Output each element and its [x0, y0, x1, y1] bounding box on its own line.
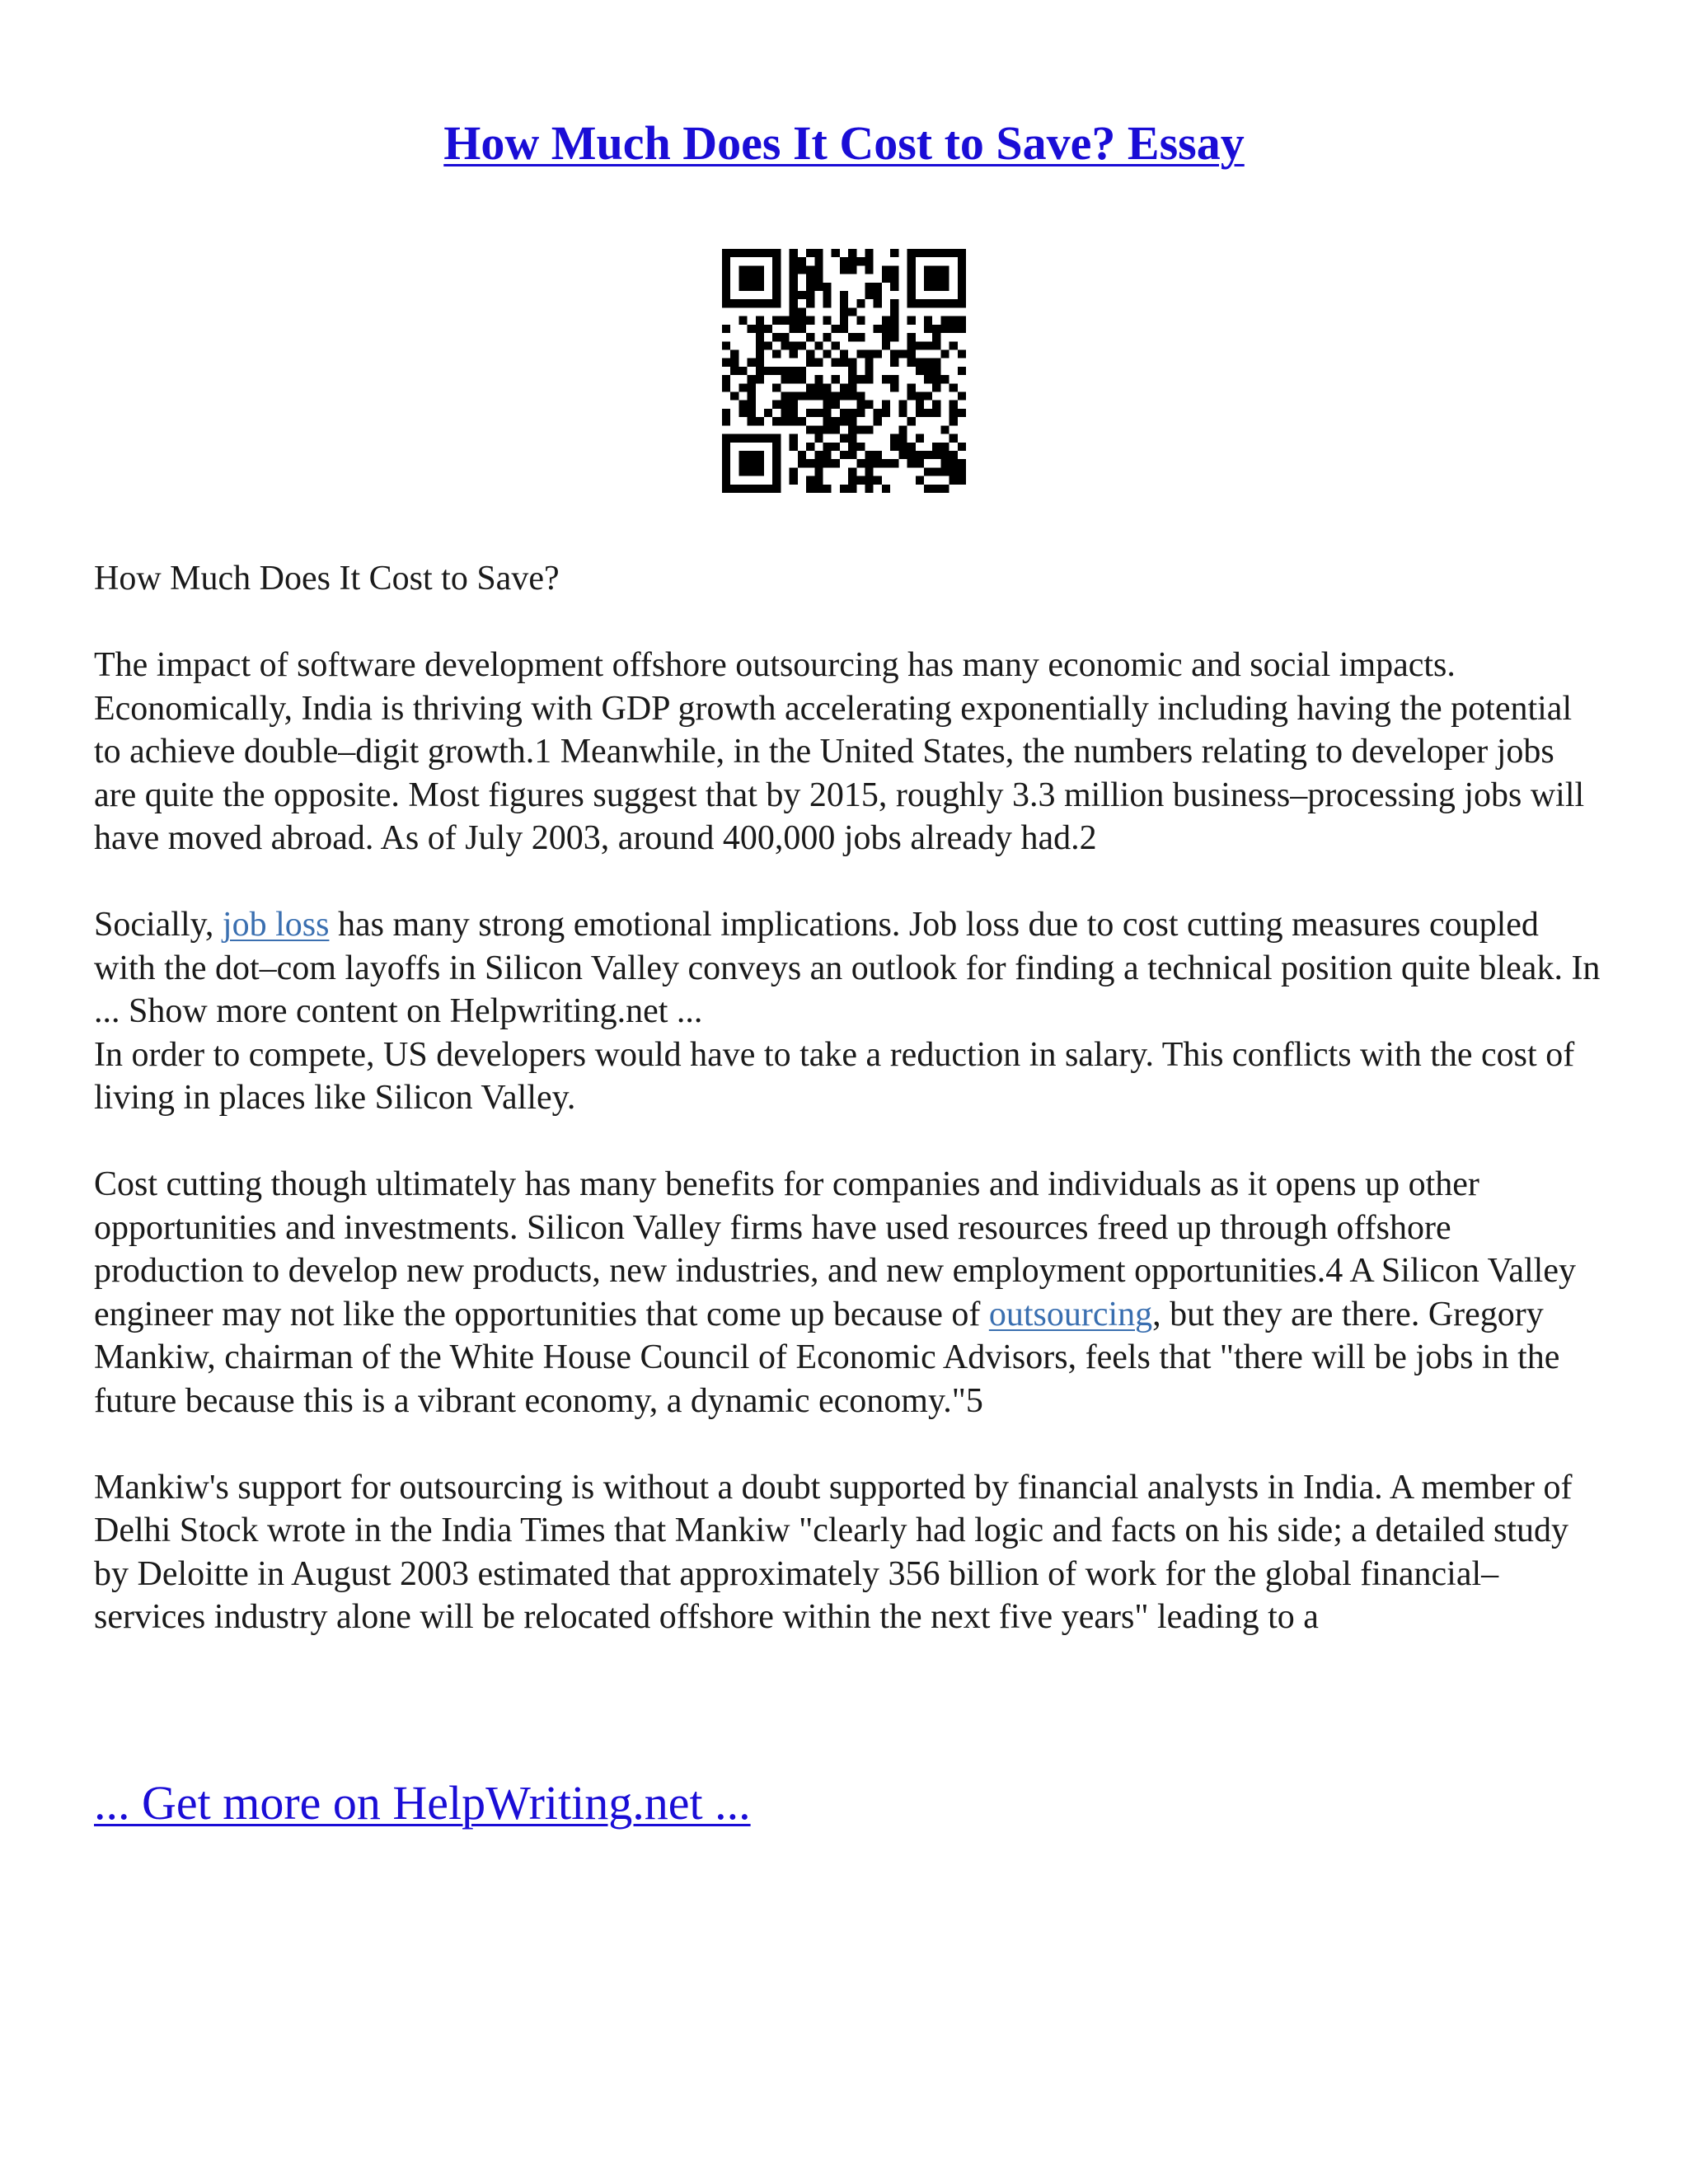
essay-body	[94, 557, 1602, 1639]
get-more-link[interactable]: ... Get more on HelpWriting.net ...	[94, 1776, 751, 1830]
page-title	[0, 114, 1688, 173]
essay-heading: How Much Does It Cost to Save?	[94, 560, 560, 598]
paragraph-text: Cost cutting though ultimately has many benefits for companies and individuals as it opens up other opportunities and investments. Silicon Valley firms have used resources freed up through offshore production to develop new products, new industries, and new employment opportunities.4 A Silicon Valley engineer may not like the opportunities that come up because of	[94, 1165, 1576, 1333]
paragraph-text: Socially,	[94, 906, 223, 944]
qr-code-icon	[722, 249, 966, 493]
paragraph-mankiw-support: Mankiw's support for outsourcing is without a doubt supported by financial analysts in India. A member of Delhi Stock wrote in the India Times that Mankiw "clearly had logic and facts on his side; a detailed study by Deloitte in August 2003 estimated that approximately 356 billion of work for the global financial–services industry alone will be relocated offshore within the next five years" leading to a	[94, 1468, 1573, 1636]
paragraph-text: , but they are there. Gregory Mankiw, chairman of the White House Council of Economic Advisors, feels that "there will be jobs in the future because this is a vibrant economy, a dynamic economy."5	[94, 1295, 1560, 1420]
paragraph-social-impact	[94, 903, 1602, 1033]
outsourcing-link[interactable]: outsourcing	[988, 1295, 1153, 1333]
paragraph-compete: In order to compete, US developers would have to take a reduction in salary. This conflicts with the cost of living in places like Silicon Valley.	[94, 1035, 1575, 1117]
title-link[interactable]: How Much Does It Cost to Save? Essay	[443, 116, 1245, 170]
job-loss-link[interactable]: job loss	[222, 906, 330, 944]
paragraph-cost-cutting	[94, 1163, 1602, 1422]
get-more-container	[94, 1774, 751, 1833]
paragraph-text: has many strong emotional implications. Job loss due to cost cutting measures coupled with the dot–com layoffs in Silicon Valley conveys an outlook for finding a technical position quite bleak. In ... Show more content on Helpwriting.net ...	[94, 906, 1601, 1030]
paragraph-economic-impact: The impact of software development offshore outsourcing has many economic and social impacts. Economically, India is thriving with GDP growth accelerating exponentially including having the potential to achieve double–digit growth.1 Meanwhile, in the United States, the numbers relating to developer jobs are quite the opposite. Most figures suggest that by 2015, roughly 3.3 million business–processing jobs will have moved abroad. As of July 2003, around 400,000 jobs already had.2	[94, 646, 1585, 857]
